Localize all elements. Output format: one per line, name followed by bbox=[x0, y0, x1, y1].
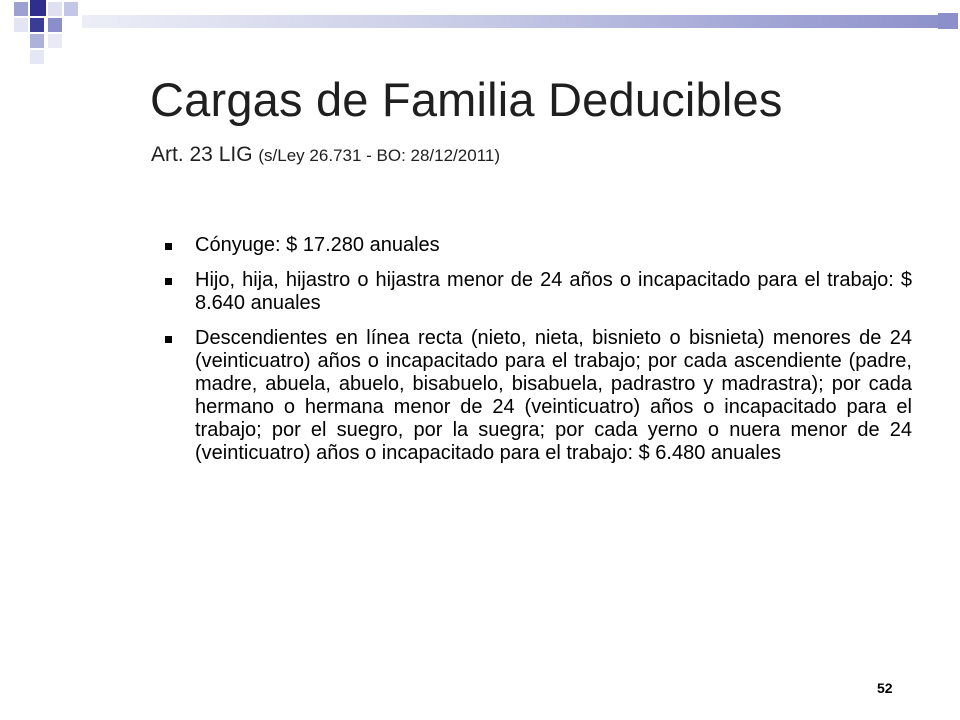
subtitle-main: Art. 23 LIG bbox=[151, 143, 253, 166]
bullet-text: Hijo, hija, hijastro o hijastra menor de 24 años o incapacitado para el trabajo: $ 8.640 anuales bbox=[195, 269, 912, 314]
slide-title: Cargas de Familia Deducibles bbox=[150, 73, 783, 126]
header-rule bbox=[82, 15, 942, 28]
slide-subtitle bbox=[151, 142, 500, 169]
decorative-squares bbox=[0, 0, 110, 80]
deco-square bbox=[30, 50, 44, 64]
bullet-item bbox=[160, 327, 912, 465]
deco-square bbox=[14, 18, 28, 32]
square-bullet-icon bbox=[165, 278, 172, 285]
deco-square bbox=[48, 34, 62, 48]
header-rule-cap bbox=[938, 13, 958, 29]
square-bullet-icon bbox=[165, 243, 172, 250]
deco-square bbox=[64, 2, 78, 16]
deco-square bbox=[48, 2, 62, 16]
subtitle-reference: (s/Ley 26.731 - BO: 28/12/2011) bbox=[258, 146, 501, 165]
deco-square bbox=[14, 2, 28, 16]
bullet-text: Cónyuge: $ 17.280 anuales bbox=[195, 234, 440, 256]
deco-square bbox=[30, 0, 46, 16]
page-number: 52 bbox=[877, 680, 893, 696]
bullet-list bbox=[160, 234, 912, 477]
deco-square bbox=[48, 18, 62, 32]
deco-square bbox=[30, 18, 44, 32]
bullet-item bbox=[160, 234, 912, 257]
bullet-text: Descendientes en línea recta (nieto, nieta, bisnieto o bisnieta) menores de 24 (veinticuatro) años o incapacitado para el trabajo; por cada ascendiente (padre, madre, abuela, abuelo, bisabuelo, bisabuela, padrastro y madrastra); por cada hermano o hermana menor de 24 (veinticuatro) años o incapacitado para el trabajo; por el suegro, por la suegra; por cada yerno o nuera menor de 24 (veinticuatro) años o incapacitado para el trabajo: $ 6.480 anuales bbox=[195, 327, 912, 464]
bullet-item bbox=[160, 269, 912, 315]
deco-square bbox=[30, 34, 44, 48]
square-bullet-icon bbox=[165, 336, 172, 343]
